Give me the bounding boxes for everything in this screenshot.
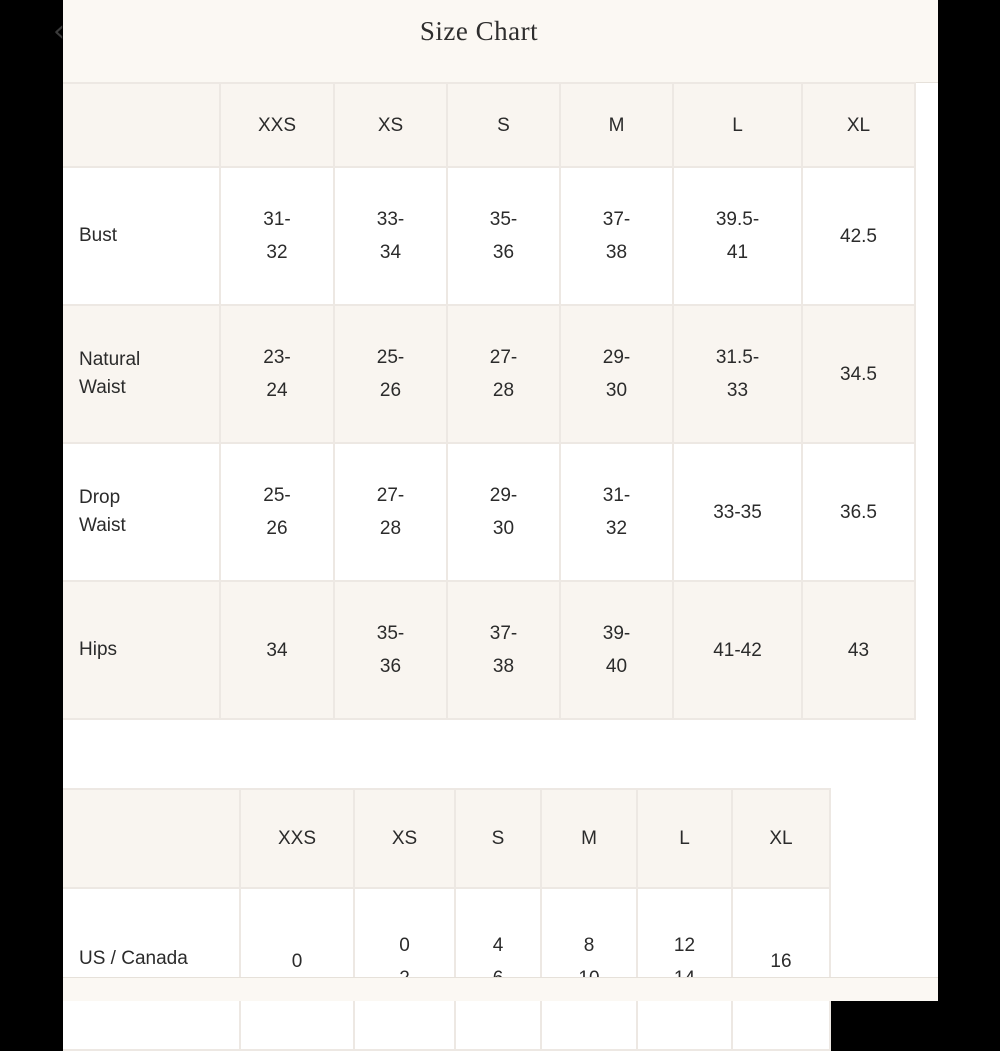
size-header-s: S [455, 789, 541, 888]
cell-text: 25- [263, 485, 291, 506]
table-cell [802, 167, 915, 305]
table-cell [240, 888, 354, 1050]
table-header-row [63, 83, 915, 167]
cell-text: 27- [376, 485, 405, 506]
table-cell [673, 443, 802, 581]
screen [53, 0, 938, 1000]
cell-text: 41 [726, 242, 749, 263]
cell-text: 31- [263, 209, 291, 230]
size-header-xxs: XXS [240, 789, 354, 888]
table-cell [732, 888, 830, 1050]
cell-text: 26 [266, 518, 288, 539]
table-cell [802, 443, 915, 581]
row-label [63, 888, 240, 1050]
table-cell [220, 581, 334, 719]
table-cell [334, 167, 447, 305]
cell-text: 24 [266, 380, 288, 401]
table-row [63, 888, 830, 1050]
size-header-xxs: XXS [220, 83, 334, 167]
table-row [63, 305, 915, 443]
table-cell [447, 581, 560, 719]
cell-text: 12 [673, 935, 696, 956]
table-cell [447, 443, 560, 581]
cell-text: 28 [379, 518, 402, 539]
cell-text: 39- [602, 623, 631, 644]
cell-text: 30 [492, 518, 515, 539]
cell-text: 31- [602, 485, 631, 506]
cell-text: 0 [291, 951, 303, 972]
table-cell [334, 443, 447, 581]
table-cell [802, 305, 915, 443]
row-label [63, 305, 220, 443]
cell-text: Natural [79, 349, 141, 370]
cell-text: 25- [376, 347, 405, 368]
cell-text: Bust [79, 225, 118, 246]
cell-text: 4 [492, 935, 504, 956]
page-title: Size Chart [419, 16, 539, 46]
cell-text: 16 [770, 951, 792, 972]
cell-text: 41-42 [713, 639, 762, 661]
size-header-m: M [560, 83, 673, 167]
size-header-l: L [637, 789, 732, 888]
table-cell [447, 167, 560, 305]
size-header-xs: XS [354, 789, 455, 888]
table-cell [455, 888, 541, 1050]
table-row [63, 581, 915, 719]
cell-text: Waist [79, 515, 126, 536]
table-cell [637, 888, 732, 1050]
table-cell [673, 167, 802, 305]
cell-text: Waist [79, 377, 126, 398]
table-header-row [63, 789, 830, 888]
cell-text: 40 [605, 656, 628, 677]
table-cell [220, 167, 334, 305]
cell-text: 37- [602, 209, 631, 230]
table-cell [673, 581, 802, 719]
cell-text: 26 [379, 380, 402, 401]
row-label [63, 443, 220, 581]
cell-text: 34 [266, 639, 288, 661]
table-cell [334, 305, 447, 443]
size-header-s: S [447, 83, 560, 167]
cell-text: 36.5 [840, 501, 877, 523]
cell-text: 28 [492, 380, 515, 401]
cell-text: 0 [399, 935, 410, 956]
cell-text: 37- [489, 623, 518, 644]
size-header-xs: XS [334, 83, 447, 167]
cell-text: 33-35 [713, 501, 762, 523]
table-cell [673, 305, 802, 443]
size-header-l: L [673, 83, 802, 167]
cell-text: Hips [79, 639, 118, 660]
cell-text: 32 [266, 242, 288, 263]
chevron-left-icon[interactable]: ‹ [53, 14, 65, 49]
size-header-xl: XL [732, 789, 830, 888]
cell-text: 30 [605, 380, 628, 401]
table-row [63, 443, 915, 581]
cell-text: US / Canada [79, 948, 188, 969]
cell-text: 34.5 [840, 363, 877, 385]
cell-text: 38 [605, 242, 628, 263]
cell-text: 8 [583, 935, 595, 956]
table-cell [560, 581, 673, 719]
cell-text: 33 [726, 380, 749, 401]
table-cell [802, 581, 915, 719]
header-bar [53, 0, 938, 83]
cell-text: 27- [489, 347, 518, 368]
table-cell [334, 581, 447, 719]
cell-text: 29- [602, 347, 631, 368]
cell-text: 43 [847, 639, 870, 661]
cell-text: 35- [489, 209, 518, 230]
table-cell [560, 167, 673, 305]
table-cell [541, 888, 637, 1050]
row-label [63, 167, 220, 305]
cell-text: 36 [492, 242, 515, 263]
size-conversion-table [63, 788, 831, 1051]
cell-text: 36 [379, 656, 402, 677]
table-row [63, 167, 915, 305]
size-header-m: M [541, 789, 637, 888]
bottom-bar [63, 977, 938, 1001]
cell-text: 29- [489, 485, 518, 506]
cell-text: 33- [376, 209, 405, 230]
table-cell [220, 305, 334, 443]
cell-text: 23- [263, 347, 291, 368]
table-cell [447, 305, 560, 443]
cell-text: Drop [79, 487, 121, 508]
size-header-xl: XL [802, 83, 915, 167]
body-measurements-table [63, 82, 916, 720]
row-label [63, 581, 220, 719]
table-cell [560, 443, 673, 581]
header-corner-cell [63, 789, 240, 888]
cell-text: 35- [376, 623, 405, 644]
table-cell [354, 888, 455, 1050]
table-cell [560, 305, 673, 443]
cell-text: 42.5 [840, 225, 877, 247]
cell-text: 38 [492, 656, 515, 677]
header-corner-cell [63, 83, 220, 167]
cell-text: 32 [605, 518, 628, 539]
cell-text: 39.5- [715, 209, 760, 230]
cell-text: 31.5- [715, 347, 760, 368]
table-cell [220, 443, 334, 581]
cell-text: 34 [379, 242, 402, 263]
